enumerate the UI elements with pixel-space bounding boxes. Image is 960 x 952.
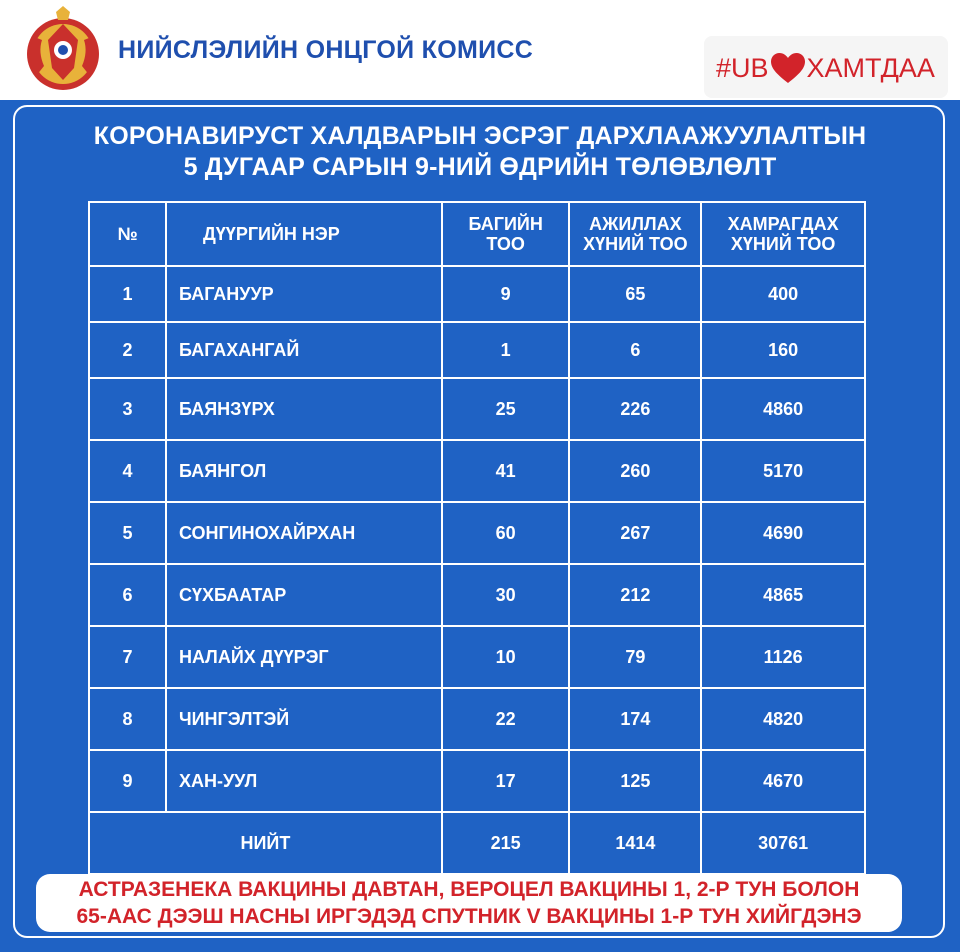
row-num: 5 <box>89 502 166 564</box>
table-row <box>89 688 865 750</box>
workers-count: 79 <box>569 626 701 688</box>
district-name: БАГАХАНГАЙ <box>166 322 442 378</box>
row-num: 1 <box>89 266 166 322</box>
org-title: НИЙСЛЭЛИЙН ОНЦГОЙ КОМИСС <box>118 36 534 64</box>
teams-count: 25 <box>442 378 570 440</box>
header-teams-l1: БАГИЙН <box>468 214 543 234</box>
covered-count: 160 <box>701 322 865 378</box>
workers-count: 6 <box>569 322 701 378</box>
table-row <box>89 626 865 688</box>
row-num: 2 <box>89 322 166 378</box>
table-row <box>89 378 865 440</box>
workers-count: 226 <box>569 378 701 440</box>
district-name: НАЛАЙХ ДҮҮРЭГ <box>166 626 442 688</box>
table-header-row <box>89 202 865 266</box>
total-teams: 215 <box>442 812 570 874</box>
workers-count: 65 <box>569 266 701 322</box>
teams-count: 60 <box>442 502 570 564</box>
header-workers <box>569 202 701 266</box>
district-name: БАЯНГОЛ <box>166 440 442 502</box>
covered-count: 400 <box>701 266 865 322</box>
workers-count: 125 <box>569 750 701 812</box>
workers-count: 174 <box>569 688 701 750</box>
workers-count: 212 <box>569 564 701 626</box>
teams-count: 17 <box>442 750 570 812</box>
table-row <box>89 502 865 564</box>
row-num: 7 <box>89 626 166 688</box>
header-workers-l2: ХҮНИЙ ТОО <box>583 234 688 254</box>
page-title <box>0 121 960 183</box>
row-num: 8 <box>89 688 166 750</box>
header-covered <box>701 202 865 266</box>
district-name: ХАН-УУЛ <box>166 750 442 812</box>
district-name: СҮХБААТАР <box>166 564 442 626</box>
header-workers-l1: АЖИЛЛАХ <box>589 214 682 234</box>
header-num: № <box>89 202 166 266</box>
table-row <box>89 266 865 322</box>
teams-count: 9 <box>442 266 570 322</box>
title-line-1: КОРОНАВИРУСТ ХАЛДВАРЫН ЭСРЭГ ДАРХЛААЖУУЛАЛТЫН <box>93 122 867 150</box>
header-covered-l1: ХАМРАГДАХ <box>727 214 839 234</box>
table-row <box>89 322 865 378</box>
covered-count: 4690 <box>701 502 865 564</box>
covered-count: 1126 <box>701 626 865 688</box>
hashtag-badge <box>704 36 948 98</box>
hashtag-suffix: ХАМТДАА <box>806 52 935 83</box>
total-workers: 1414 <box>569 812 701 874</box>
row-num: 9 <box>89 750 166 812</box>
heart-icon <box>770 52 806 84</box>
district-name: СОНГИНОХАЙРХАН <box>166 502 442 564</box>
row-num: 3 <box>89 378 166 440</box>
teams-count: 22 <box>442 688 570 750</box>
vaccination-plan-table <box>88 201 866 875</box>
covered-count: 5170 <box>701 440 865 502</box>
header-district: ДҮҮРГИЙН НЭР <box>166 202 442 266</box>
footer-line-1: АСТРАЗЕНЕКА ВАКЦИНЫ ДАВТАН, ВЕРОЦЕЛ ВАКЦИНЫ 1, 2-Р ТУН БОЛОН <box>78 878 860 901</box>
teams-count: 30 <box>442 564 570 626</box>
covered-count: 4670 <box>701 750 865 812</box>
workers-count: 260 <box>569 440 701 502</box>
workers-count: 267 <box>569 502 701 564</box>
teams-count: 10 <box>442 626 570 688</box>
footer-note <box>36 876 902 930</box>
table-row <box>89 440 865 502</box>
teams-count: 41 <box>442 440 570 502</box>
total-covered: 30761 <box>701 812 865 874</box>
row-num: 6 <box>89 564 166 626</box>
district-name: ЧИНГЭЛТЭЙ <box>166 688 442 750</box>
hashtag-text <box>716 52 935 84</box>
table-total-row <box>89 812 865 874</box>
hashtag-prefix: #UB <box>716 52 769 83</box>
footer-line-2: 65-ААС ДЭЭШ НАСНЫ ИРГЭДЭД СПУТНИК V ВАКЦИНЫ 1-Р ТУН ХИЙГДЭНЭ <box>76 905 862 928</box>
district-name: БАГАНУУР <box>166 266 442 322</box>
district-name: БАЯНЗҮРХ <box>166 378 442 440</box>
total-label: НИЙТ <box>89 812 442 874</box>
covered-count: 4820 <box>701 688 865 750</box>
table-row <box>89 564 865 626</box>
teams-count: 1 <box>442 322 570 378</box>
covered-count: 4865 <box>701 564 865 626</box>
city-emblem-icon <box>18 6 108 96</box>
row-num: 4 <box>89 440 166 502</box>
title-line-2: 5 ДУГААР САРЫН 9-НИЙ ӨДРИЙН ТӨЛӨВЛӨЛТ <box>183 153 777 181</box>
covered-count: 4860 <box>701 378 865 440</box>
header-teams-l2: ТОО <box>486 234 525 254</box>
header-teams <box>442 202 570 266</box>
header-covered-l2: ХҮНИЙ ТОО <box>730 234 836 254</box>
table-row <box>89 750 865 812</box>
